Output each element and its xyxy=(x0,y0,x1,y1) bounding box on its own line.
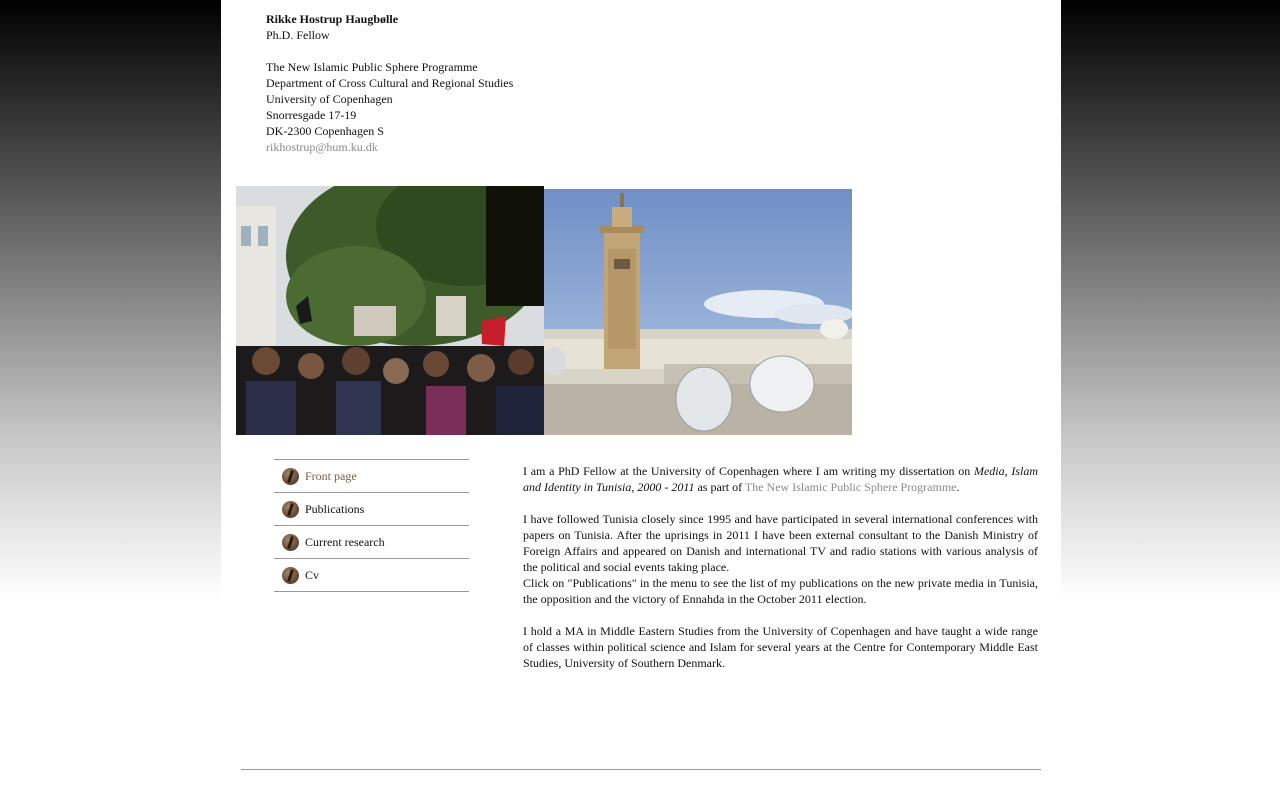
street-address: Snorresgade 17-19 xyxy=(266,108,357,122)
dissertation-title: Media, Islam and Identity in Tunisia, 2000 - 2011 xyxy=(523,464,1038,494)
background-paragraph: I have followed Tunisia closely since 1995 and have participated in several international conferences with papers on Tunisia. After the uprisings in 2011 I have been external consultant to the Danish Ministry of Foreign Affairs and appeared on Danish and international TV and radio stations with various analysis of the political and social events taking place. xyxy=(523,512,1038,574)
main-content xyxy=(523,463,1038,687)
menu-item-cv[interactable] xyxy=(274,559,469,592)
city-address: DK-2300 Copenhagen S xyxy=(266,124,384,138)
intro-paragraph: I am a PhD Fellow at the University of Copenhagen where I am writing my dissertation on Media, Islam and Identity in Tunisia, 2000 - 2011 as part of The New Islamic Public Sphere Programme. xyxy=(523,464,1038,494)
programme-link[interactable]: The New Islamic Public Sphere Programme xyxy=(744,480,957,494)
quill-bullet-icon xyxy=(282,501,299,518)
menu-item-label: Cv xyxy=(305,567,320,582)
publications-paragraph: Click on "Publications" in the menu to see the list of my publications on the new private media in Tunisia, the opposition and the victory of Ennahda in the October 2011 election. xyxy=(523,576,1038,606)
page-container xyxy=(221,0,1061,800)
minaret-photo xyxy=(544,189,852,435)
main-menu xyxy=(274,459,469,592)
quill-bullet-icon xyxy=(282,567,299,584)
demonstration-photo xyxy=(236,186,544,435)
author-title: Ph.D. Fellow xyxy=(266,28,330,42)
contact-header xyxy=(266,11,513,155)
quill-bullet-icon xyxy=(282,468,299,485)
menu-item-label: Current research xyxy=(305,534,385,549)
department-name: Department of Cross Cultural and Regional Studies xyxy=(266,76,514,90)
programme-name: The New Islamic Public Sphere Programme xyxy=(266,60,478,74)
email-link[interactable]: rikhostrup@hum.ku.dk xyxy=(266,140,378,154)
menu-item-label: Front page xyxy=(305,468,357,483)
menu-item-current-research[interactable] xyxy=(274,526,469,559)
university-name: University of Copenhagen xyxy=(266,92,393,106)
education-paragraph: I hold a MA in Middle Eastern Studies from the University of Copenhagen and have taught a wide range of classes within political science and Islam for several years at the Centre for Contemporary Middle East Studies, University of Southern Denmark. xyxy=(523,624,1038,670)
menu-item-label: Publications xyxy=(305,501,365,516)
footer-divider xyxy=(241,769,1041,770)
author-name: Rikke Hostrup Haugbølle xyxy=(266,12,399,26)
quill-bullet-icon xyxy=(282,534,299,551)
menu-item-front-page[interactable] xyxy=(274,460,469,493)
menu-item-publications[interactable] xyxy=(274,493,469,526)
